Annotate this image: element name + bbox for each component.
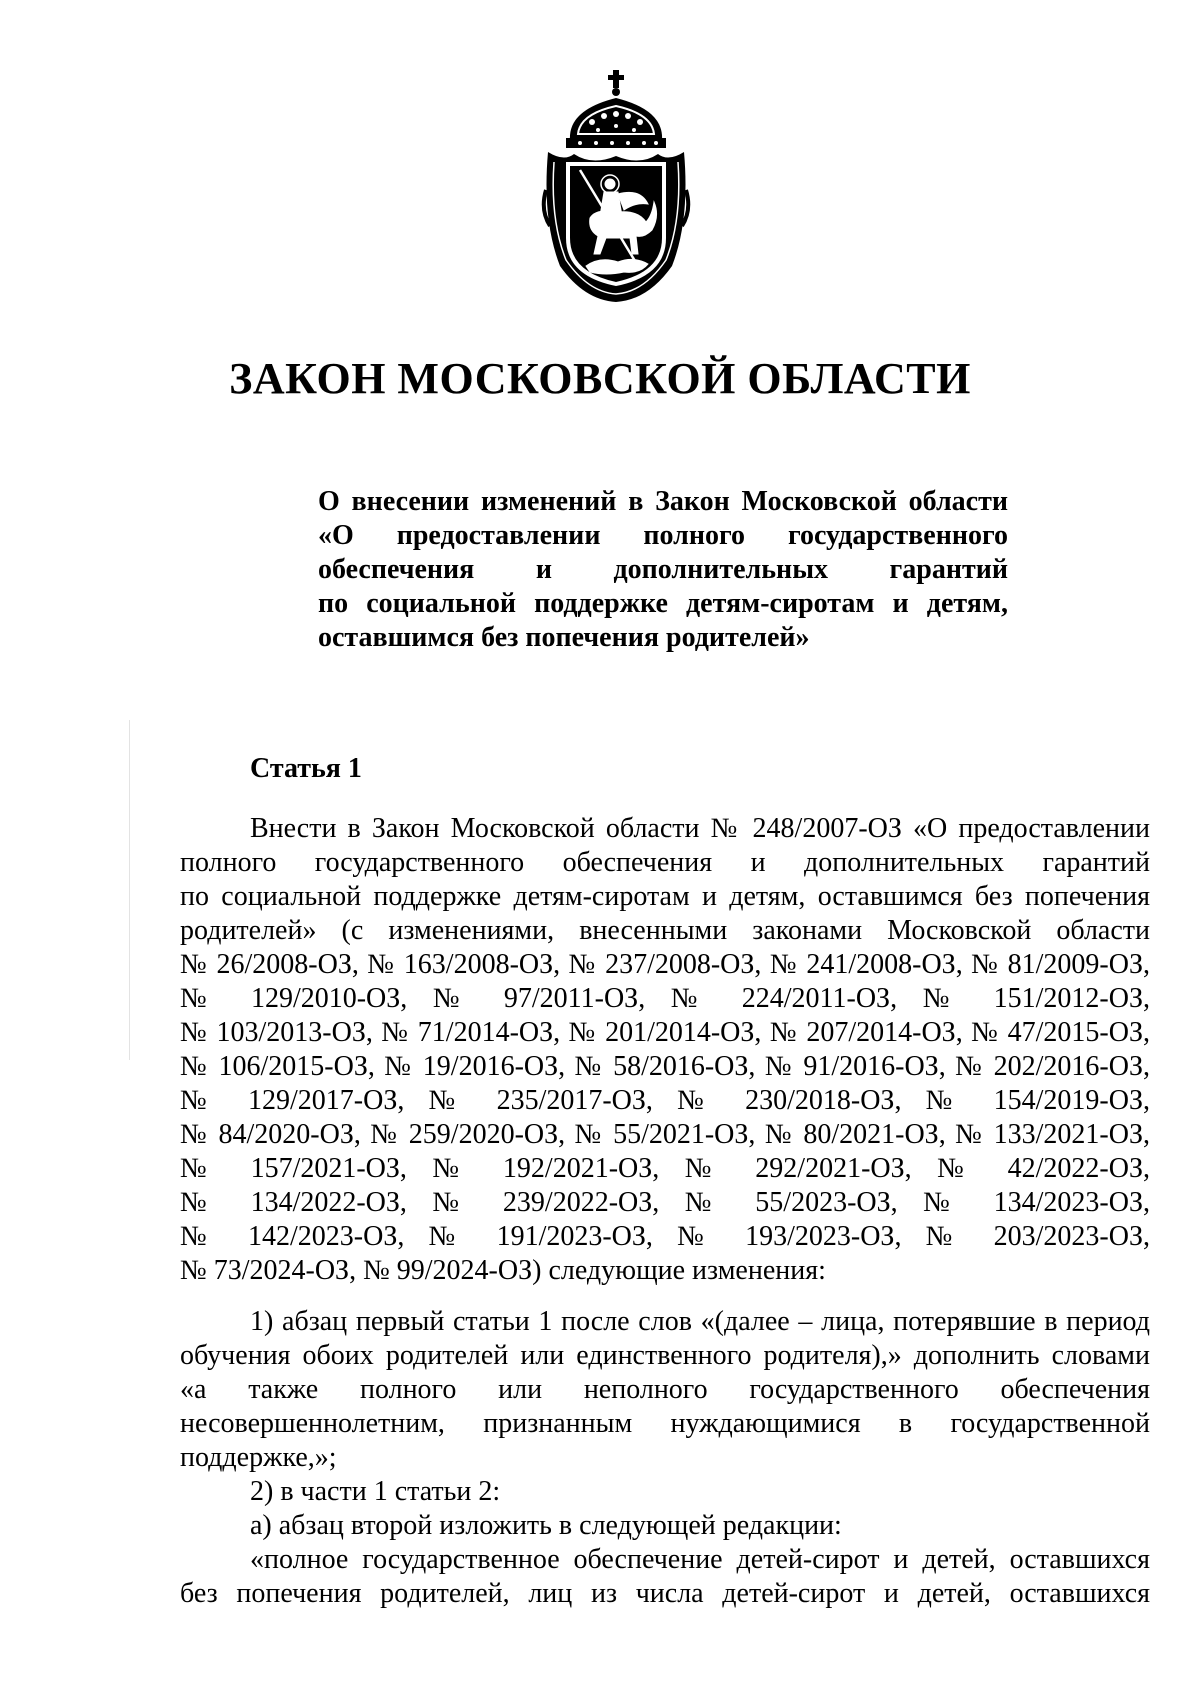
item-2a: а) абзац второй изложить в следующей редакции: — [250, 1510, 842, 1541]
paragraph-line: № 106/2015-ОЗ, № 19/2016-ОЗ, № 58/2016-ОЗ, № 91/2016-ОЗ, № 202/2016-ОЗ, — [180, 1051, 1150, 1082]
article-title: Статья 1 — [250, 753, 362, 784]
paragraph-line: родителей» (с изменениями, внесенными законами Московской области — [180, 915, 1150, 946]
subject-line: обеспечения и дополнительных гарантий — [318, 554, 1008, 585]
item-1-line: обучения обоих родителей или единственного родителя),» дополнить словами — [180, 1340, 1150, 1371]
paragraph-line: по социальной поддержке детям-сиротам и детям, оставшимся без попечения — [180, 881, 1150, 912]
subject-line: оставшимся без попечения родителей» — [318, 622, 810, 653]
quote-line: «полное государственное обеспечение детей-сирот и детей, оставшихся — [250, 1544, 1150, 1575]
item-1-line: «а также полного или неполного государственного обеспечения — [180, 1374, 1150, 1405]
paragraph-line: № 84/2020-ОЗ, № 259/2020-ОЗ, № 55/2021-ОЗ, № 80/2021-ОЗ, № 133/2021-ОЗ, — [180, 1119, 1150, 1150]
item-1-line: поддержке,»; — [180, 1442, 337, 1473]
paragraph-line: полного государственного обеспечения и дополнительных гарантий — [180, 847, 1150, 878]
item-1-line: 1) абзац первый статьи 1 после слов «(далее – лица, потерявшие в период — [250, 1306, 1150, 1337]
paragraph-line: № 26/2008-ОЗ, № 163/2008-ОЗ, № 237/2008-ОЗ, № 241/2008-ОЗ, № 81/2009-ОЗ, — [180, 949, 1150, 980]
law-heading: ЗАКОН МОСКОВСКОЙ ОБЛАСТИ — [229, 354, 971, 403]
quote-line: без попечения родителей, лиц из числа детей-сирот и детей, оставшихся — [180, 1578, 1150, 1609]
paragraph-line: № 129/2017-ОЗ, № 235/2017-ОЗ, № 230/2018-ОЗ, № 154/2019-ОЗ, — [180, 1085, 1150, 1116]
paragraph-line: № 129/2010-ОЗ, № 97/2011-ОЗ, № 224/2011-ОЗ, № 151/2012-ОЗ, — [180, 983, 1150, 1014]
article-amendments — [180, 1305, 1150, 1611]
law-subject — [318, 485, 1008, 655]
paragraph-line: № 157/2021-ОЗ, № 192/2021-ОЗ, № 292/2021-ОЗ, № 42/2022-ОЗ, — [180, 1153, 1150, 1184]
article-paragraph-1 — [180, 812, 1150, 1288]
subject-line: «О предоставлении полного государственного — [318, 520, 1008, 551]
subject-line: О внесении изменений в Закон Московской области — [318, 486, 1008, 517]
paragraph-line: № 134/2022-ОЗ, № 239/2022-ОЗ, № 55/2023-ОЗ, № 134/2023-ОЗ, — [180, 1187, 1150, 1218]
subject-line: по социальной поддержке детям-сиротам и детям, — [318, 588, 1008, 619]
paragraph-line: Внести в Закон Московской области № 248/2007-ОЗ «О предоставлении — [250, 813, 1150, 844]
paragraph-line: № 103/2013-ОЗ, № 71/2014-ОЗ, № 201/2014-ОЗ, № 207/2014-ОЗ, № 47/2015-ОЗ, — [180, 1017, 1150, 1048]
paragraph-line: № 73/2024-ОЗ, № 99/2024-ОЗ) следующие изменения: — [180, 1255, 826, 1286]
item-1-line: несовершеннолетним, признанным нуждающимися в государственной — [180, 1408, 1150, 1439]
item-2: 2) в части 1 статьи 2: — [250, 1476, 501, 1507]
moscow-oblast-coat-of-arms — [540, 70, 692, 302]
scan-margin-mark — [129, 720, 130, 1060]
paragraph-line: № 142/2023-ОЗ, № 191/2023-ОЗ, № 193/2023-ОЗ, № 203/2023-ОЗ, — [180, 1221, 1150, 1252]
